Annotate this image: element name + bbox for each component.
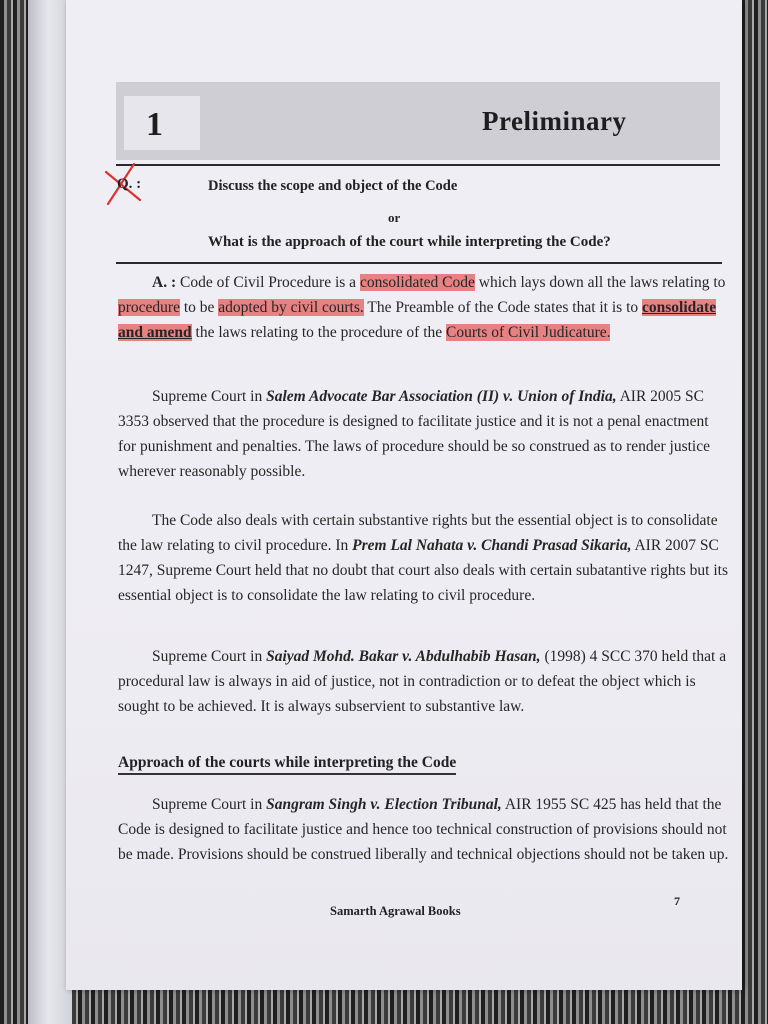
answer-paragraph-3: The Code also deals with certain substantive rights but the essential object is to consolidate the law relating to civil procedure. In Prem Lal Nahata v. Chandi Prasad Sikaria, AIR 2007 SC 1247, Supreme Court held that no doubt that court also deals with certain subatantive rights but its essential object is to consolidate the law relating to civil procedure. <box>118 512 728 604</box>
highlight-procedure: procedure <box>118 299 180 316</box>
highlight-consolidate-and-amend: consolidate and amend <box>118 299 717 341</box>
answer-paragraph-2: Supreme Court in Salem Advocate Bar Association (II) v. Union of India, AIR 2005 SC 3353 observed that the procedure is designed to facilitate justice and it is not a penal enactment for punishment and penalties. The laws of procedure should be so construed as to render justice wherever reasonably possible. <box>118 388 710 480</box>
question-line-2: What is the approach of the court while interpreting the Code? <box>208 234 611 250</box>
answer-paragraph-1: A. : Code of Civil Procedure is a consolidated Code which lays down all the laws relating to procedure to be adopted by civil courts. The Preamble of the Code states that it is to consolidate and amend the laws relating to the procedure of the Courts of Civil Judicature. <box>118 274 726 341</box>
page-number: 7 <box>674 894 680 908</box>
section-heading: Approach of the courts while interpreting the Code <box>118 754 456 775</box>
answer-paragraph-4: Supreme Court in Saiyad Mohd. Bakar v. Abdulhabib Hasan, (1998) 4 SCC 370 held that a procedural law is always in aid of justice, not in contradiction or to defeat the object which is sought to be achieved. It is always subservient to substantive law. <box>118 648 727 715</box>
question-line-1: Discuss the scope and object of the Code <box>208 178 458 194</box>
question-label: Q. : <box>117 176 142 192</box>
chapter-underline <box>116 164 720 166</box>
highlight-adopted-by-civil-courts: adopted by civil courts. <box>218 299 364 316</box>
case-name: Salem Advocate Bar Association (II) v. Union of India, <box>266 388 617 405</box>
chapter-number: 1 <box>146 106 163 143</box>
highlight-consolidated-code: consolidated Code <box>359 274 475 291</box>
highlight-courts-of-civil-judicature: Courts of Civil Judicature. <box>446 324 611 341</box>
case-name: Saiyad Mohd. Bakar v. Abdulhabib Hasan, <box>266 648 541 665</box>
case-name: Prem Lal Nahata v. Chandi Prasad Sikaria, <box>352 537 632 554</box>
publisher-footer: Samarth Agrawal Books <box>330 904 461 918</box>
section-paragraph-1: Supreme Court in Sangram Singh v. Election Tribunal, AIR 1955 SC 425 has held that the Code is designed to facilitate justice and hence too technical construction of provisions should not be made. Provisions should be construed liberally and technical objections should not be taken up. <box>118 796 729 863</box>
answer-lead: A. : <box>152 274 177 291</box>
chapter-title: Preliminary <box>482 106 627 136</box>
book-page <box>66 0 742 990</box>
question-or: or <box>388 210 401 225</box>
case-name: Sangram Singh v. Election Tribunal, <box>266 796 502 813</box>
chapter-header-bar <box>116 82 720 160</box>
question-underline <box>116 262 722 264</box>
